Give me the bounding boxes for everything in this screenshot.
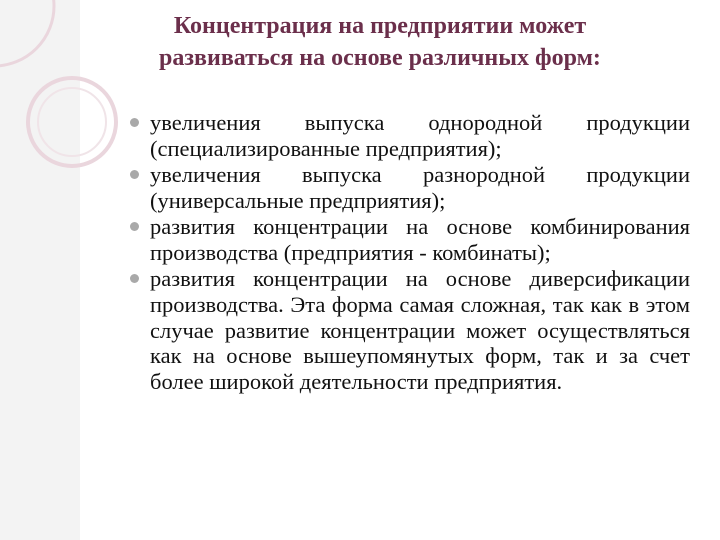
slide-title-line-2: развиваться на основе различных форм: [159,45,601,71]
list-item-text: развития концентрации на основе комбинирования производства (предприятия - комбинаты); [150,214,690,265]
list-item [129,110,690,162]
decorative-ring-small [38,88,106,156]
bullet-list [129,110,690,395]
slide-title-line-1: Концентрация на предприятии может [173,13,587,39]
slide-title [120,10,640,74]
list-item-text: развития концентрации на основе диверсификации производства. Эта форма самая сложная, так как в этом случае развитие концентрации может осуществляться как на основе вышеупомянутых форм, так и за счет более широкой деятельности предприятия. [150,266,690,395]
bullet-icon [130,170,139,179]
bullet-icon [130,118,139,127]
list-item-text: увеличения выпуска однородной продукции (специализированные предприятия); [150,110,690,161]
list-item [129,162,690,214]
decorative-ring-large [0,0,54,66]
list-item [129,266,690,395]
bullet-icon [130,274,139,283]
list-item-text: увеличения выпуска разнородной продукции (универсальные предприятия); [150,162,690,213]
decorative-rings [0,0,130,200]
bullet-icon [130,222,139,231]
decorative-ring-medium [28,78,116,166]
list-item [129,214,690,266]
